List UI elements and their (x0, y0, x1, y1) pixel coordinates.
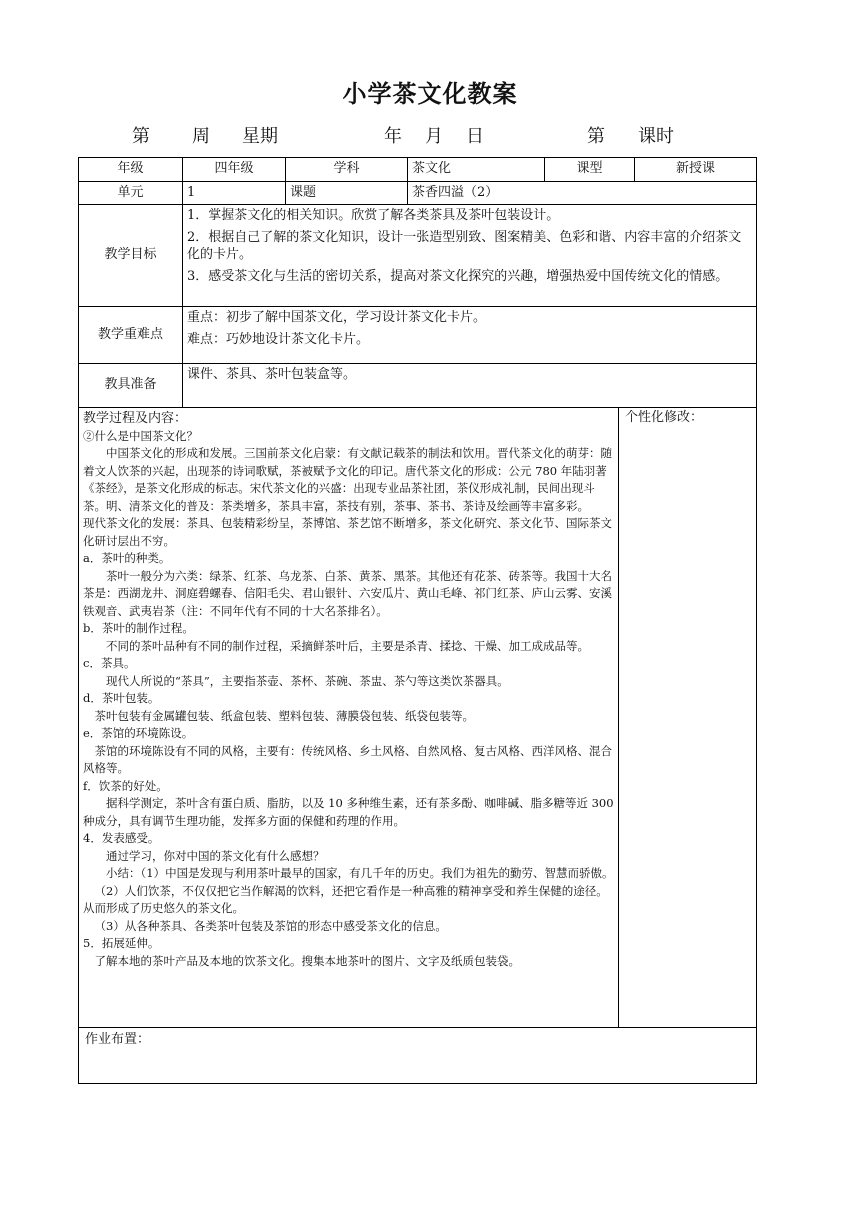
difficult-point: 难点：巧妙地设计茶文化卡片。 (187, 332, 370, 348)
lesson-plan-table (78, 157, 757, 1084)
process-line: 据科学测定，茶叶含有蛋白质、脂肪，以及 10 多种维生素，还有茶多酚、咖啡碱、脂多糖等近 300 种成分，具有调节生理功能，发挥多方面的保健和药理的作用。 (83, 796, 614, 828)
process-row (79, 408, 757, 1028)
process-line: 不同的茶叶品种有不同的制作过程，采摘鲜茶叶后，主要是杀青、揉捻、干燥、加工成成品等。 (106, 638, 589, 653)
objective-item: 2．根据自己了解的茶文化知识，设计一张造型别致、图案精美、色彩和谐、内容丰富的介绍茶文化的卡片。 (187, 230, 742, 262)
process-line: 茶叶包装有金属罐包装、纸盒包装、塑料包装、薄膜袋包装、纸袋包装等。 (94, 708, 474, 723)
unit-value: 1 (183, 182, 286, 205)
process-line: 中国茶文化的形成和发展。三国前茶文化启蒙：有文献记载茶的制法和饮用。晋代茶文化的萌芽：随着文人饮茶的兴起，出现茶的诗词歌赋，茶被赋予文化的印记。唐代茶文化的形成：公元 780 年陆羽著《茶经》，是茶文化形成的标志。宋代茶文化的兴盛：出现专业品茶社团，茶仪形成礼制，民间出现斗茶。明、清茶文化的普及：茶类增多，茶具丰富，茶技有别，茶事、茶书、茶诗及绘画等丰富多彩。 (83, 446, 612, 513)
info-row-2 (79, 182, 757, 205)
process-line: 茶馆的环境陈设有不同的风格，主要有：传统风格、乡土风格、自然风格、复古风格、西洋风格、混合风格等。 (83, 743, 612, 775)
process-line: 了解本地的茶叶产品及本地的饮茶文化。搜集本地茶叶的图片、文字及纸质包装袋。 (94, 953, 520, 968)
process-line: c．茶具。 (83, 656, 136, 670)
personal-notes-label: 个性化修改： (625, 410, 704, 425)
objectives-label: 教学目标 (79, 205, 183, 307)
period-suffix: 课时 (638, 126, 674, 147)
info-row-1 (79, 158, 757, 182)
process-line: 小结：（1）中国是发现与利用茶叶最早的国家，有几千年的历史。我们为祖先的勤劳、智慧而骄傲。 (106, 866, 614, 880)
process-line: 现代茶文化的发展：茶具、包装精彩纷呈，茶博馆、茶艺馆不断增多，茶文化研究、茶文化节、国际茶文化研讨层出不穷。 (83, 516, 612, 548)
week-suffix: 周 (192, 126, 210, 147)
topic-label: 课题 (286, 182, 408, 205)
homework-cell (79, 1028, 757, 1084)
topic-value: 茶香四溢（2） (408, 182, 757, 205)
subject-value: 茶文化 (408, 158, 545, 182)
key-points-row (79, 307, 757, 364)
grade-label: 年级 (79, 158, 183, 182)
period-prefix: 第 (587, 126, 605, 147)
process-line: f．饮茶的好处。 (83, 778, 168, 793)
process-line: ②什么是中国茶文化？ (83, 428, 198, 443)
process-line: 5．拓展延伸。 (83, 936, 160, 950)
month-label: 月 (425, 126, 443, 147)
process-line: 茶叶一般分为六类：绿茶、红茶、乌龙茶、白茶、黄茶、黑茶。其他还有花茶、砖茶等。我国十大名茶是：西湖龙井、洞庭碧螺春、信阳毛尖、君山银针、六安瓜片、黄山毛峰、祁门红茶、庐山云雾、安溪铁观音、武夷岩茶（注：不同年代有不同的十大名茶排名）。 (83, 568, 612, 618)
week-prefix: 第 (132, 126, 150, 147)
objective-item: 1．掌握茶文化的相关知识。欣赏了解各类茶具及茶叶包装设计。 (187, 208, 560, 223)
materials-row (79, 364, 757, 408)
key-point: 重点：初步了解中国茶文化，学习设计茶文化卡片。 (187, 310, 487, 325)
process-line: d．茶叶包装。 (83, 691, 160, 705)
homework-row (79, 1028, 757, 1084)
process-content (79, 408, 619, 1028)
process-line: a．茶叶的种类。 (83, 551, 171, 565)
objective-item: 3．感受茶文化与生活的密切关系，提高对茶文化探究的兴趣，增强热爱中国传统文化的情感。 (187, 268, 729, 284)
process-line: 现代人所说的“茶具”，主要指茶壶、茶杯、茶碗、茶盅、茶勺等这类饮茶器具。 (106, 673, 509, 688)
objectives-row (79, 205, 757, 307)
process-line: 通过学习，你对中国的茶文化有什么感想？ (106, 848, 325, 863)
day-label: 日 (466, 126, 484, 147)
homework-label: 作业布置： (85, 1032, 151, 1047)
process-lines (83, 428, 614, 971)
key-points-label: 教学重难点 (79, 307, 183, 364)
key-points-content (183, 307, 757, 364)
process-line: 4．发表感受。 (83, 831, 160, 845)
objectives-content (183, 205, 757, 307)
materials-value: 课件、茶具、茶叶包装盒等。 (183, 364, 757, 408)
process-line: b．茶叶的制作过程。 (83, 621, 194, 635)
page-title: 小学茶文化教案 (342, 80, 518, 108)
process-label: 教学过程及内容： (83, 411, 188, 426)
weekday-label: 星期 (242, 126, 278, 147)
process-line: e．茶馆的环境陈设。 (83, 726, 194, 740)
year-label: 年 (384, 126, 402, 147)
type-value: 新授课 (635, 158, 757, 182)
grade-value: 四年级 (183, 158, 286, 182)
lesson-header (0, 122, 860, 148)
personal-notes-cell (619, 408, 757, 1028)
materials-label: 教具准备 (79, 364, 183, 408)
process-line: （2）人们饮茶，不仅仅把它当作解渴的饮料，还把它看作是一种高雅的精神享受和养生保健的途径。从而形成了历史悠久的茶文化。 (83, 883, 608, 915)
process-line: （3）从各种茶具、各类茶叶包装及茶馆的形态中感受茶文化的信息。 (94, 918, 447, 933)
type-label: 课型 (545, 158, 635, 182)
subject-label: 学科 (286, 158, 408, 182)
unit-label: 单元 (79, 182, 183, 205)
